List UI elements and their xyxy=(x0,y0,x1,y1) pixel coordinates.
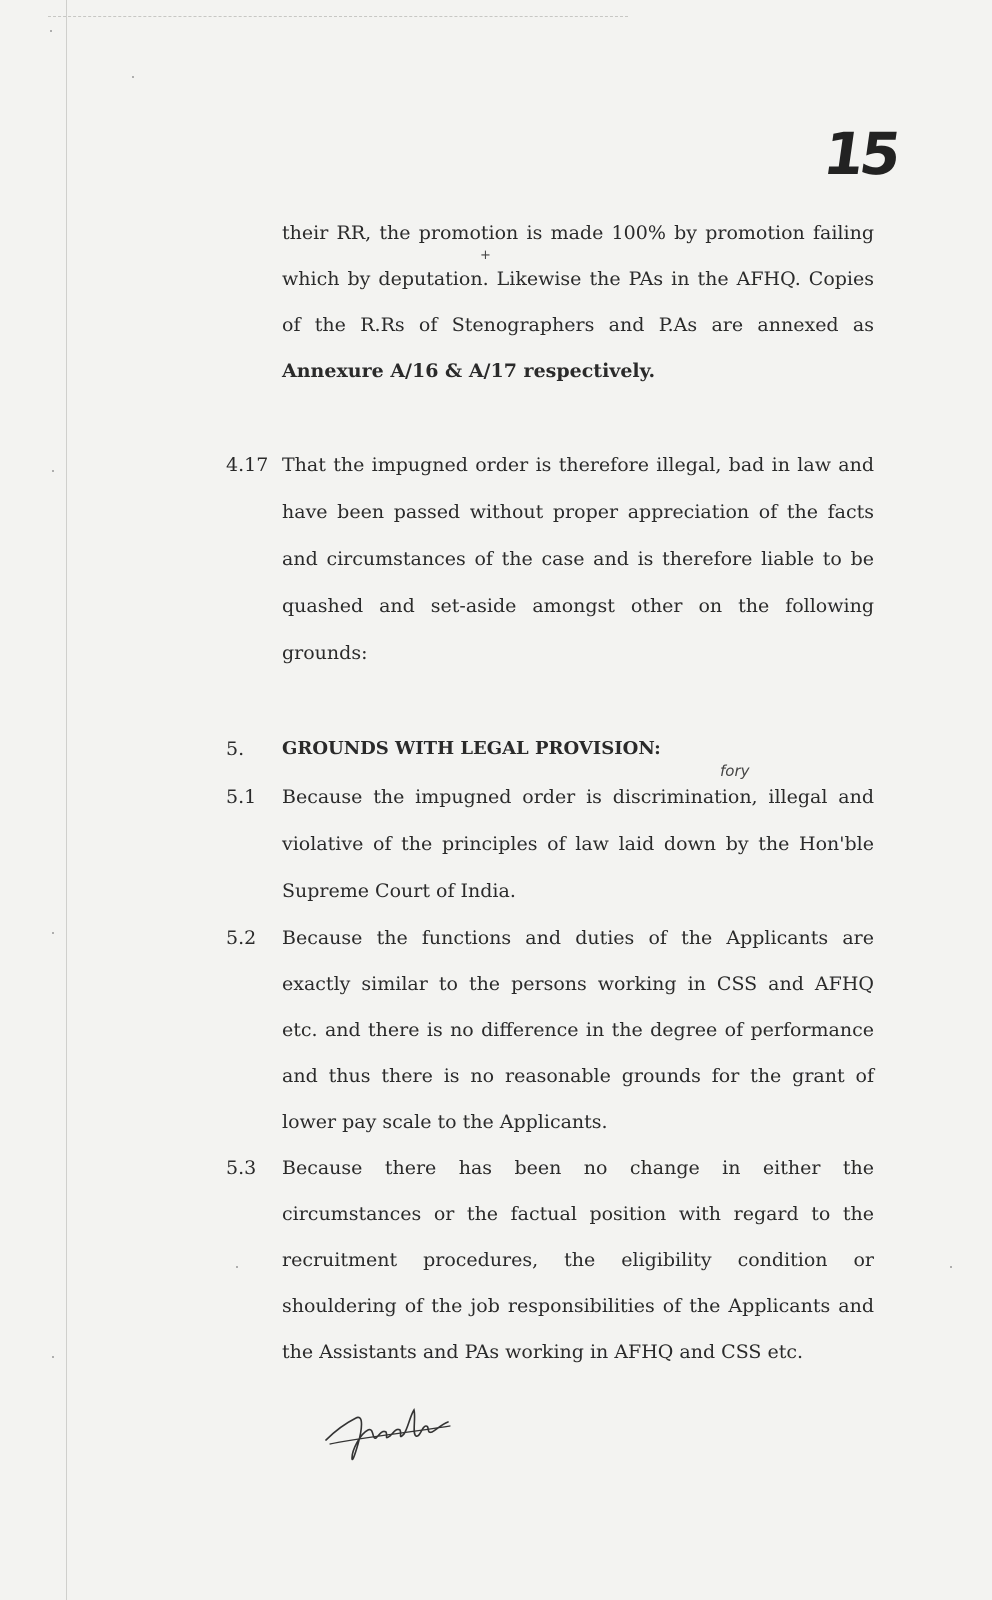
paragraph-line: Because the impugned order is discrimination, illegal and xyxy=(282,786,874,808)
paragraph-line: exactly similar to the persons working in CSS and AFHQ xyxy=(282,973,874,995)
paragraph-line: That the impugned order is therefore illegal, bad in law and xyxy=(282,454,874,476)
paragraph-line: grounds: xyxy=(282,642,368,664)
scan-speck xyxy=(236,1266,238,1268)
paragraph-line: their RR, the promotion is made 100% by promotion failing xyxy=(282,222,874,244)
handwritten-mark: + xyxy=(480,248,491,263)
top-rule xyxy=(48,16,628,18)
paragraph-line: which by deputation. Likewise the PAs in the AFHQ. Copies xyxy=(282,268,874,290)
page-number: 15 xyxy=(819,120,902,188)
annexure-reference: Annexure A/16 & A/17 respectively. xyxy=(282,360,656,382)
scan-speck xyxy=(950,1266,952,1268)
paragraph-line: of the R.Rs of Stenographers and P.As are annexed as xyxy=(282,314,874,336)
paragraph-number: 4.17 xyxy=(226,454,269,476)
handwritten-correction: fory xyxy=(720,762,750,780)
paragraph-line: quashed and set-aside amongst other on the following xyxy=(282,595,874,617)
paragraph-line: and thus there is no reasonable grounds for the grant of xyxy=(282,1065,874,1087)
section-title: GROUNDS WITH LEGAL PROVISION: xyxy=(282,738,661,759)
paragraph-line: violative of the principles of law laid down by the Hon'ble xyxy=(282,833,874,855)
paragraph-line: etc. and there is no difference in the degree of performance xyxy=(282,1019,874,1041)
paragraph-line: Because the functions and duties of the Applicants are xyxy=(282,927,874,949)
paragraph-line: Because there has been no change in either the xyxy=(282,1157,874,1179)
paragraph-line: Supreme Court of India. xyxy=(282,880,516,902)
scan-speck xyxy=(132,76,134,78)
paragraph-number: 5.1 xyxy=(226,786,257,808)
paragraph-line: shouldering of the job responsibilities of the Applicants and xyxy=(282,1295,874,1317)
paragraph-line: the Assistants and PAs working in AFHQ and CSS etc. xyxy=(282,1341,804,1363)
paragraph-line: have been passed without proper appreciation of the facts xyxy=(282,501,874,523)
paragraph-line: and circumstances of the case and is therefore liable to be xyxy=(282,548,874,570)
paragraph-line: recruitment procedures, the eligibility condition or xyxy=(282,1249,874,1271)
scan-speck xyxy=(52,932,54,934)
paragraph-number: 5.2 xyxy=(226,927,257,949)
scan-speck xyxy=(52,470,54,472)
margin-line xyxy=(66,0,67,1600)
paragraph-line: circumstances or the factual position with regard to the xyxy=(282,1203,874,1225)
paragraph-number: 5.3 xyxy=(226,1157,257,1179)
scan-speck xyxy=(52,1356,54,1358)
signature-icon xyxy=(318,1400,458,1470)
scan-speck xyxy=(50,30,52,32)
section-number: 5. xyxy=(226,738,245,760)
paragraph-line: lower pay scale to the Applicants. xyxy=(282,1111,608,1133)
